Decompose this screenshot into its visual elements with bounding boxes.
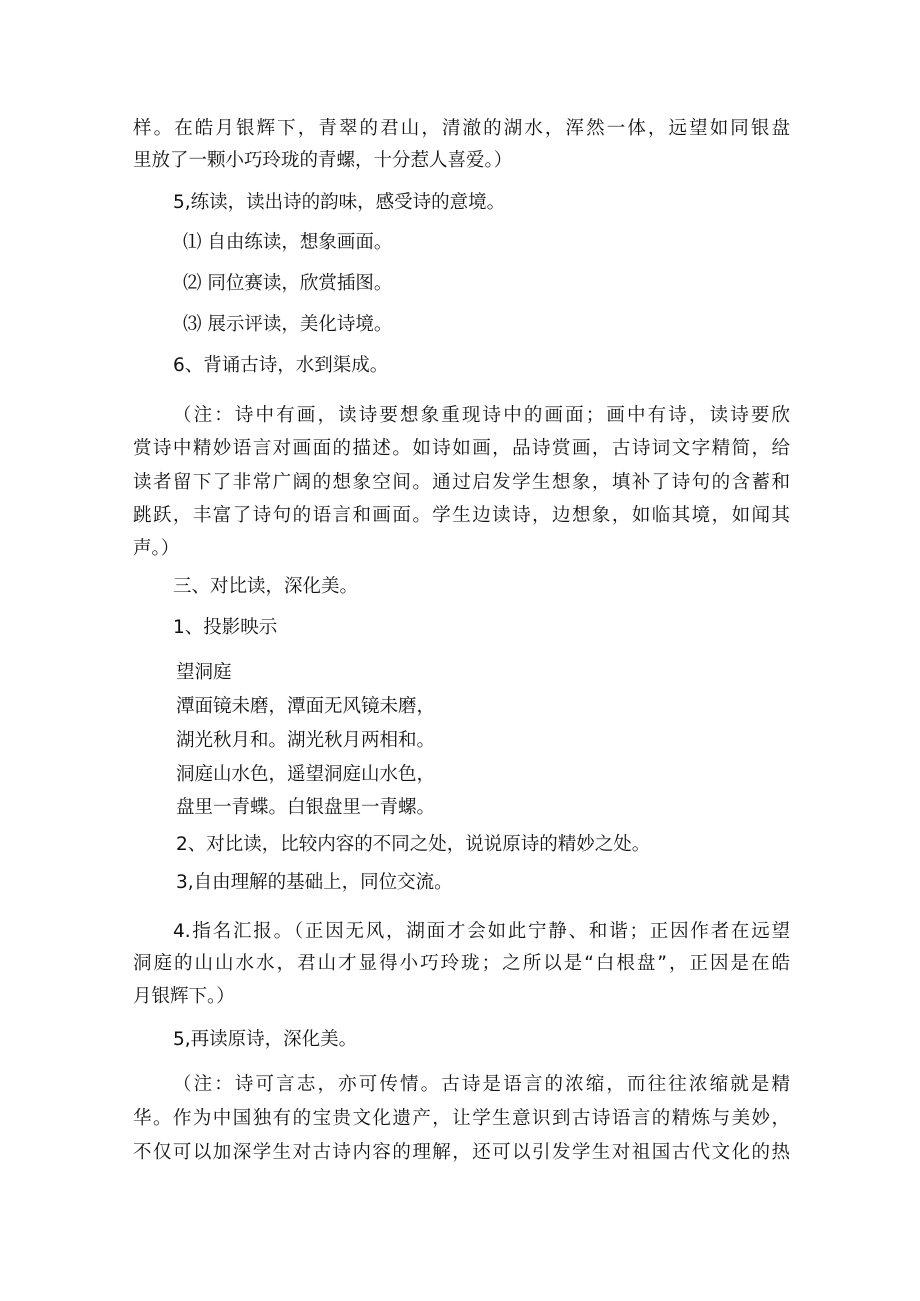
note-line: （注：诗中有画，读诗要想象重现诗中的画面；画中有诗，读诗要欣	[173, 405, 790, 426]
paragraph-line: 洞庭的山山水水，君山才显得小巧玲珑；之所以是“白根盘”，正因是在皓	[133, 953, 790, 974]
step-heading: 5,练读，读出诗的韵味，感受诗的意境。	[173, 192, 506, 213]
step-heading: 5,再读原诗，深化美。	[173, 1029, 358, 1050]
section-heading: 三、对比读，深化美。	[173, 576, 359, 597]
poem-line: 盘里一青蝶。白银盘里一青螺。	[176, 797, 436, 818]
note-line: 跳跃，丰富了诗句的语言和画面。学生边读诗，边想象，如临其境，如闻其	[133, 505, 790, 526]
paragraph-line: 月银辉下。）	[133, 986, 235, 1007]
note-line: 赏诗中精妙语言对画面的描述。如诗如画，品诗赏画，古诗词文字精简，给	[133, 438, 790, 459]
poem-line: 潭面镜未磨，潭面无风镜未磨，	[176, 696, 436, 717]
paragraph-line: 里放了一颗小巧玲珑的青螺，十分惹人喜爱。）	[133, 150, 513, 171]
list-item: ⑶ 展示评读，美化诗境。	[183, 314, 393, 335]
list-item: ⑵ 同位赛读，欣赏插图。	[183, 273, 393, 294]
step-heading: 6、背诵古诗，水到渠成。	[173, 355, 389, 376]
step-heading: 2、对比读，比较内容的不同之处，说说原诗的精妙之处。	[176, 834, 651, 855]
note-line: （注：诗可言志，亦可传情。古诗是语言的浓缩，而往往浓缩就是精	[173, 1074, 790, 1095]
paragraph-line: 4.指名汇报。（正因无风，湖面才会如此宁静、和谐；正因作者在远望	[173, 921, 790, 942]
note-line: 不仅可以加深学生对古诗内容的理解，还可以引发学生对祖国古代文化的热	[133, 1142, 790, 1163]
step-heading: 1、投影映示	[173, 617, 278, 638]
step-heading: 3,自由理解的基础上，同位交流。	[176, 872, 453, 893]
note-line: 声。）	[133, 538, 180, 559]
note-line: 华。作为中国独有的宝贵文化遗产，让学生意识到古诗语言的精炼与美妙，	[133, 1108, 790, 1129]
paragraph-line: 样。在皓月银辉下，青翠的君山，清澈的湖水，浑然一体，远望如同银盘	[133, 118, 790, 139]
poem-line: 湖光秋月和。湖光秋月两相和。	[176, 730, 436, 751]
poem-title: 望洞庭	[176, 662, 232, 683]
note-line: 读者留下了非常广阔的想象空间。通过启发学生想象，填补了诗句的含蓄和	[133, 472, 790, 493]
poem-line: 洞庭山水色，遥望洞庭山水色，	[176, 764, 436, 785]
list-item: ⑴ 自由练读，想象画面。	[183, 232, 393, 253]
